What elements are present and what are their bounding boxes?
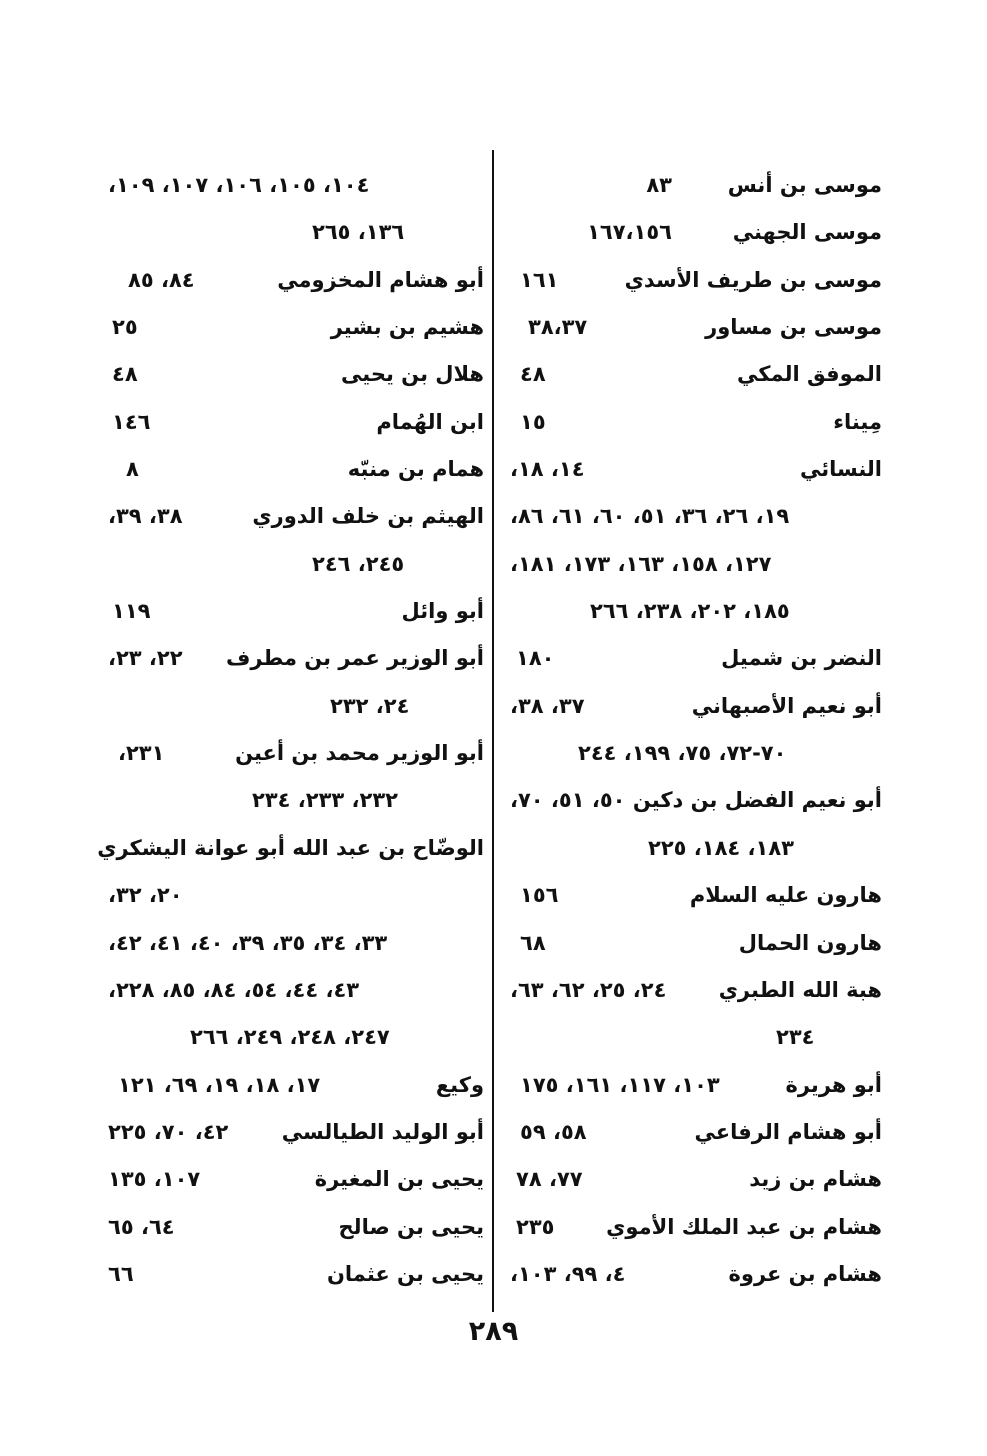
index-entry: [506, 1062, 882, 1109]
index-entry: [506, 351, 882, 398]
index-entry: [104, 446, 484, 493]
index-entry: [506, 399, 882, 446]
index-entry: [104, 351, 484, 398]
index-entry: [104, 588, 484, 635]
index-entry: [506, 1251, 882, 1298]
page-number: ٢٨٩: [468, 1316, 519, 1347]
index-entry: [506, 967, 882, 1014]
entry-name: أبو نعيم الأصبهاني: [691, 693, 882, 718]
entry-pages-continued: ١٣٦، ٢٦٥: [312, 220, 405, 245]
entry-pages-continued: ٢٠، ٣٢،: [108, 883, 183, 908]
entry-pages: ٣٨،٣٧: [528, 315, 588, 340]
index-entry: [506, 683, 882, 730]
entry-pages: ١٠٧، ١٣٥: [108, 1167, 201, 1192]
index-entry-continuation: [104, 209, 484, 256]
entry-name: هشام بن زيد: [749, 1167, 882, 1192]
index-entry: [104, 1204, 484, 1251]
entry-pages: ٨: [126, 457, 139, 482]
index-entry-continuation: [104, 683, 484, 730]
entry-pages: ٨٤، ٨٥: [128, 267, 195, 292]
entry-name: يحيى بن صالح: [338, 1214, 484, 1239]
entry-name: هشيم بن بشير: [330, 315, 484, 340]
index-entry: [104, 304, 484, 351]
index-entry-continuation: [506, 1014, 882, 1061]
entry-name: الوضّاح بن عبد الله أبو عوانة اليشكري: [97, 835, 484, 860]
entry-pages-continued: ١٩، ٢٦، ٣٦، ٥١، ٦٠، ٦١، ٨٦،: [510, 504, 790, 529]
entry-name: همام بن منبّه: [347, 457, 484, 482]
entry-name: موسى بن مساور: [705, 315, 882, 340]
index-column-left: [97, 162, 484, 1298]
entry-pages-continued: ٤٣، ٤٤، ٥٤، ٨٤، ٨٥، ٢٢٨،: [108, 977, 360, 1002]
entry-name: أبو هشام المخزومي: [277, 267, 484, 292]
index-entry: [506, 162, 882, 209]
entry-pages: ٤٨: [112, 362, 138, 387]
entry-pages-continued: ٢٣٤: [776, 1025, 815, 1050]
index-entry: [506, 872, 882, 919]
index-entry: [104, 635, 484, 682]
entry-pages-continued: ١٢٧، ١٥٨، ١٦٣، ١٧٣، ١٨١،: [510, 551, 772, 576]
index-entry-continuation: [104, 777, 484, 824]
entry-pages: ٦٦: [108, 1261, 134, 1286]
entry-name: أبو نعيم الفضل بن دكين: [632, 788, 882, 813]
entry-pages: ٦٨: [520, 930, 546, 955]
entry-name: هارون عليه السلام: [689, 883, 882, 908]
entry-name: موسى الجهني: [732, 220, 882, 245]
index-entry-continuation: [506, 825, 882, 872]
index-entry: [506, 209, 882, 256]
index-entry: [506, 304, 882, 351]
index-entry: [104, 1062, 484, 1109]
entry-pages: ١٥: [520, 409, 546, 434]
entry-pages-continued: ٢٤٧، ٢٤٨، ٢٤٩، ٢٦٦: [190, 1025, 390, 1050]
index-entry: [506, 635, 882, 682]
entry-name: يحيى بن المغيرة: [314, 1167, 484, 1192]
index-entry-continuation: [506, 730, 882, 777]
index-entry-continuation: [104, 920, 484, 967]
index-entry: [506, 1109, 882, 1156]
entry-name: موسى بن أنس: [727, 173, 882, 197]
entry-pages: ١٤، ١٨،: [510, 457, 585, 482]
entry-pages: ١٠٣، ١١٧، ١٦١، ١٧٥: [520, 1072, 720, 1097]
entry-name: أبو وائل: [401, 599, 484, 624]
entry-name: هبة الله الطبري: [718, 977, 882, 1002]
entry-name: الموفق المكي: [737, 362, 882, 387]
entry-name: الهيثم بن خلف الدوري: [252, 504, 484, 529]
index-entry: [506, 1156, 882, 1203]
entry-pages: ٨٣: [646, 173, 672, 197]
entry-name: مِيناء: [833, 409, 882, 434]
entry-pages: ٣٧، ٣٨،: [510, 693, 585, 718]
entry-pages: ١٧، ١٨، ١٩، ٦٩، ١٢١: [118, 1072, 321, 1097]
entry-name: هلال بن يحيى: [341, 362, 484, 387]
entry-pages: ١٦١: [520, 267, 559, 292]
entry-name: أبو الوزير محمد بن أعين: [235, 741, 484, 766]
index-entry-continuation: [506, 588, 882, 635]
index-entry: [506, 1204, 882, 1251]
entry-pages-continued: ١٨٥، ٢٠٢، ٢٣٨، ٢٦٦: [590, 599, 790, 624]
entry-name: النسائي: [799, 457, 882, 482]
index-entry-continuation: [104, 541, 484, 588]
index-entry-continuation: [104, 967, 484, 1014]
entry-pages: ٢٥: [112, 315, 138, 340]
index-entry: [104, 399, 484, 446]
entry-pages: ١٥٦: [520, 883, 559, 908]
entry-pages: ٢٤، ٢٥، ٦٢، ٦٣،: [510, 977, 667, 1002]
index-column-right: [506, 162, 882, 1298]
entry-name: موسى بن طريف الأسدي: [624, 267, 882, 292]
entry-pages: ٢٣٥: [516, 1214, 555, 1239]
entry-name: النضر بن شميل: [721, 646, 882, 671]
index-entry-continuation: [104, 1014, 484, 1061]
index-entry-continuation: [506, 541, 882, 588]
entry-name: وكيع: [435, 1072, 484, 1097]
index-entry: [506, 777, 882, 824]
entry-pages: ١٤٦: [112, 409, 151, 434]
entry-name: هشام بن عروة: [728, 1261, 882, 1286]
index-entry-continuation: [104, 872, 484, 919]
index-entry: [506, 920, 882, 967]
index-entry: [104, 730, 484, 777]
entry-pages: ٥٨، ٥٩: [520, 1119, 587, 1144]
index-entry-continuation: [104, 162, 484, 209]
entry-name: أبو الوزير عمر بن مطرف: [226, 646, 484, 671]
index-entry: [104, 1251, 484, 1298]
index-entry: [104, 1156, 484, 1203]
entry-pages: ٧٧، ٧٨: [516, 1167, 583, 1192]
index-entry: [506, 257, 882, 304]
index-entry-continuation: [506, 493, 882, 540]
entry-pages: ٦٤، ٦٥: [108, 1214, 175, 1239]
index-entry: [104, 257, 484, 304]
entry-pages-continued: ٢٤٥، ٢٤٦: [312, 551, 405, 576]
index-entry: [506, 446, 882, 493]
entry-pages: ٢٢، ٢٣،: [108, 646, 183, 671]
entry-name: ابن الهُمام: [376, 409, 484, 434]
entry-pages-continued: ٣٣، ٣٤، ٣٥، ٣٩، ٤٠، ٤١، ٤٢،: [108, 930, 388, 955]
entry-name: هشام بن عبد الملك الأموي: [606, 1214, 882, 1239]
entry-name: هارون الحمال: [738, 930, 882, 955]
entry-pages: ١١٩: [112, 599, 151, 624]
entry-pages-continued: ١٠٤، ١٠٥، ١٠٦، ١٠٧، ١٠٩،: [108, 173, 370, 197]
entry-pages: ٤٨: [520, 362, 546, 387]
entry-name: أبو هريرة: [785, 1072, 882, 1097]
entry-name: أبو الوليد الطيالسي: [281, 1119, 484, 1144]
entry-name: أبو هشام الرفاعي: [694, 1119, 882, 1144]
entry-name: يحيى بن عثمان: [326, 1261, 484, 1286]
index-entry: [97, 825, 484, 872]
entry-pages: ١٦٧،١٥٦: [587, 220, 672, 245]
index-entry: [104, 1109, 484, 1156]
index-entry: [104, 493, 484, 540]
entry-pages-continued: ٢٤، ٢٣٢: [330, 693, 410, 718]
entry-pages: ٤٢، ٧٠، ٢٢٥: [108, 1119, 229, 1144]
entry-pages-continued: ٧٠-٧٢، ٧٥، ١٩٩، ٢٤٤: [578, 741, 787, 766]
entry-pages: ٤، ٩٩، ١٠٣،: [510, 1261, 626, 1286]
entry-pages-continued: ٢٣٢، ٢٣٣، ٢٣٤: [252, 788, 398, 813]
entry-pages: ٥٠، ٥١، ٧٠،: [510, 788, 626, 813]
column-divider: [492, 150, 494, 1312]
entry-pages: ٣٨، ٣٩،: [108, 504, 183, 529]
entry-pages: ٢٣١،: [118, 741, 165, 766]
entry-pages: ١٨٠: [516, 646, 555, 671]
entry-pages-continued: ١٨٣، ١٨٤، ٢٢٥: [648, 835, 794, 860]
